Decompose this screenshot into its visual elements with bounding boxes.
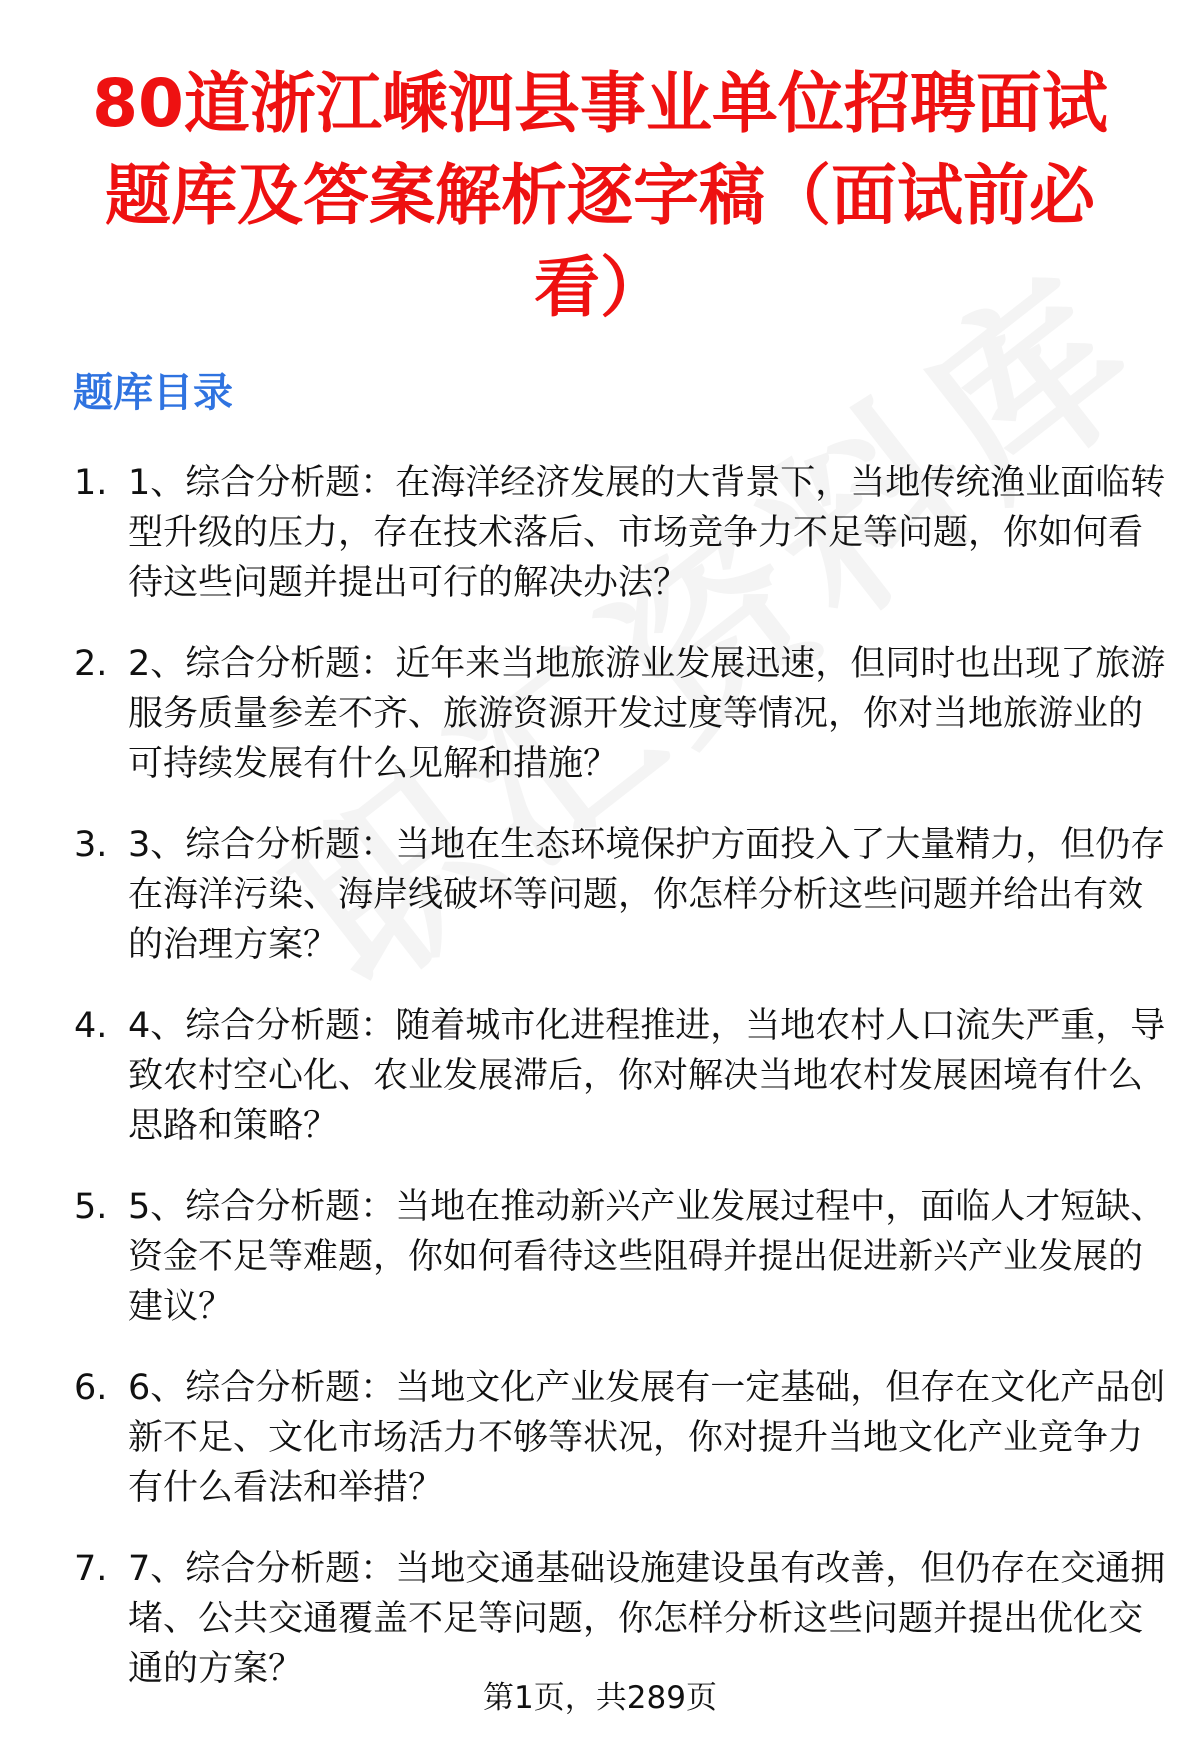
list-item bbox=[0, 1363, 1200, 1544]
list-item-number: 5. bbox=[74, 1187, 108, 1227]
list-item-text: 2、综合分析题：近年来当地旅游业发展迅速，但同时也出现了旅游服务质量参差不齐、旅游资源开发过度等情况，你对当地旅游业的可持续发展有什么见解和措施？ bbox=[128, 644, 1166, 784]
list-item-text: 5、综合分析题：当地在推动新兴产业发展过程中，面临人才短缺、资金不足等难题，你如何看待这些阻碍并提出促进新兴产业发展的建议？ bbox=[128, 1187, 1166, 1327]
list-item bbox=[0, 820, 1200, 1001]
question-list bbox=[0, 458, 1200, 1725]
list-item-text: 4、综合分析题：随着城市化进程推进，当地农村人口流失严重，导致农村空心化、农业发展滞后，你对解决当地农村发展困境有什么思路和策略？ bbox=[128, 1006, 1166, 1146]
list-item bbox=[0, 1182, 1200, 1363]
list-item bbox=[0, 458, 1200, 639]
list-item-number: 6. bbox=[74, 1368, 108, 1408]
page-footer: 第1页，共289页 bbox=[483, 1680, 717, 1716]
toc-heading: 题库目录 bbox=[73, 370, 233, 416]
list-item-text: 1、综合分析题：在海洋经济发展的大背景下，当地传统渔业面临转型升级的压力，存在技术落后、市场竞争力不足等问题，你如何看待这些问题并提出可行的解决办法？ bbox=[128, 463, 1166, 603]
list-item-number: 7. bbox=[74, 1549, 108, 1589]
list-item bbox=[0, 1001, 1200, 1182]
list-item-number: 3. bbox=[74, 825, 108, 865]
list-item-text: 7、综合分析题：当地交通基础设施建设虽有改善，但仍存在交通拥堵、公共交通覆盖不足等问题，你怎样分析这些问题并提出优化交通的方案？ bbox=[128, 1549, 1166, 1689]
list-item-number: 4. bbox=[74, 1006, 108, 1046]
list-item-number: 2. bbox=[74, 644, 108, 684]
list-item bbox=[0, 639, 1200, 820]
list-item-text: 3、综合分析题：当地在生态环境保护方面投入了大量精力，但仍存在海洋污染、海岸线破坏等问题，你怎样分析这些问题并给出有效的治理方案？ bbox=[128, 825, 1166, 965]
page-title: 80道浙江嵊泗县事业单位招聘面试题库及答案解析逐字稿（面试前必看） bbox=[92, 65, 1108, 326]
list-item-text: 6、综合分析题：当地文化产业发展有一定基础，但存在文化产品创新不足、文化市场活力不够等状况，你对提升当地文化产业竞争力有什么看法和举措？ bbox=[128, 1368, 1166, 1508]
list-item-number: 1. bbox=[74, 463, 108, 503]
